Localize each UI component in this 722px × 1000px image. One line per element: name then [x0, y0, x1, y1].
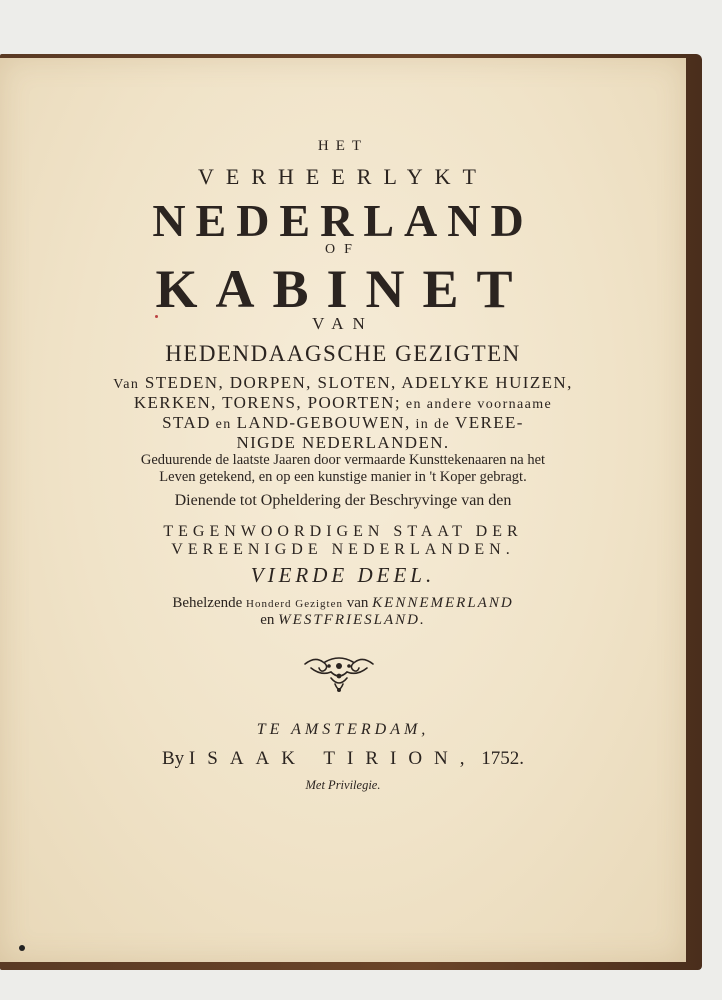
- title-hedendaagsche: HEDENDAAGSCHE GEZIGTEN: [165, 341, 521, 366]
- title-of: OF: [325, 242, 361, 257]
- title-kabinet: KABINET: [155, 259, 531, 319]
- subtitle-line-1: [0, 373, 686, 395]
- westfriesland-line: [0, 612, 686, 629]
- dienende-line: Dienende tot Opheldering der Beschryvinge van den: [174, 492, 512, 509]
- description-line-1: Geduurende de laatste Jaaren door vermaarde Kunsttekenaaren na het: [140, 452, 546, 468]
- ink-spot: [19, 945, 25, 951]
- westfriesland-text: en: [260, 612, 279, 628]
- vereenigde-line: VEREENIGDE NEDERLANDEN.: [171, 541, 515, 558]
- imprint-publisher: [0, 748, 686, 770]
- title-van: VAN: [312, 314, 374, 333]
- description-line-2: Leven getekend, en op een kunstige manier in 't Koper gebragt.: [159, 469, 527, 485]
- subtitle-text: KERKEN, TORENS, POORTEN;: [133, 393, 401, 412]
- behelzende-text: Behelzende: [172, 595, 247, 611]
- privilege-note: Met Privilegie.: [305, 778, 381, 792]
- subtitle-line-3: [0, 413, 686, 435]
- imprint-text: 1752.: [476, 748, 525, 769]
- title-nederland: NEDERLAND: [152, 195, 534, 246]
- westfriesland-text: WESTFRIESLAND.: [278, 612, 426, 628]
- ornament-icon: [301, 654, 377, 698]
- subtitle-text: STEDEN, DORPEN, SLOTEN, ADELYKE HUIZEN,: [144, 373, 573, 392]
- title-page: [0, 58, 686, 962]
- behelzende-line: [0, 595, 686, 612]
- behelzende-text: Honderd Gezigten: [246, 598, 343, 610]
- subtitle-text: en andere voornaame: [400, 397, 553, 412]
- subtitle-text: in de: [410, 417, 456, 432]
- behelzende-text: KENNEMERLAND: [372, 595, 514, 611]
- imprint-text: By: [161, 748, 189, 769]
- subtitle-text: STAD: [162, 413, 211, 432]
- subtitle-text: VEREE-: [455, 413, 524, 432]
- title-verheerlykt: VERHEERLYKT: [198, 164, 488, 189]
- subtitle-text: Van: [113, 377, 140, 392]
- subtitle-text: LAND-GEBOUWEN,: [236, 413, 411, 432]
- volume-title: VIERDE DEEL.: [250, 563, 436, 587]
- subtitle-line-2: [0, 393, 686, 415]
- behelzende-text: van: [342, 595, 373, 611]
- imprint-text: ISAAK TIRION,: [188, 748, 477, 769]
- tegenwoordigen-line: TEGENWOORDIGEN STAAT DER: [163, 523, 523, 540]
- subtitle-line-4: NIGDE NEDERLANDEN.: [236, 433, 450, 452]
- imprint-city: TE AMSTERDAM,: [256, 721, 430, 738]
- title-het: HET: [317, 138, 369, 154]
- subtitle-text: en: [210, 417, 237, 432]
